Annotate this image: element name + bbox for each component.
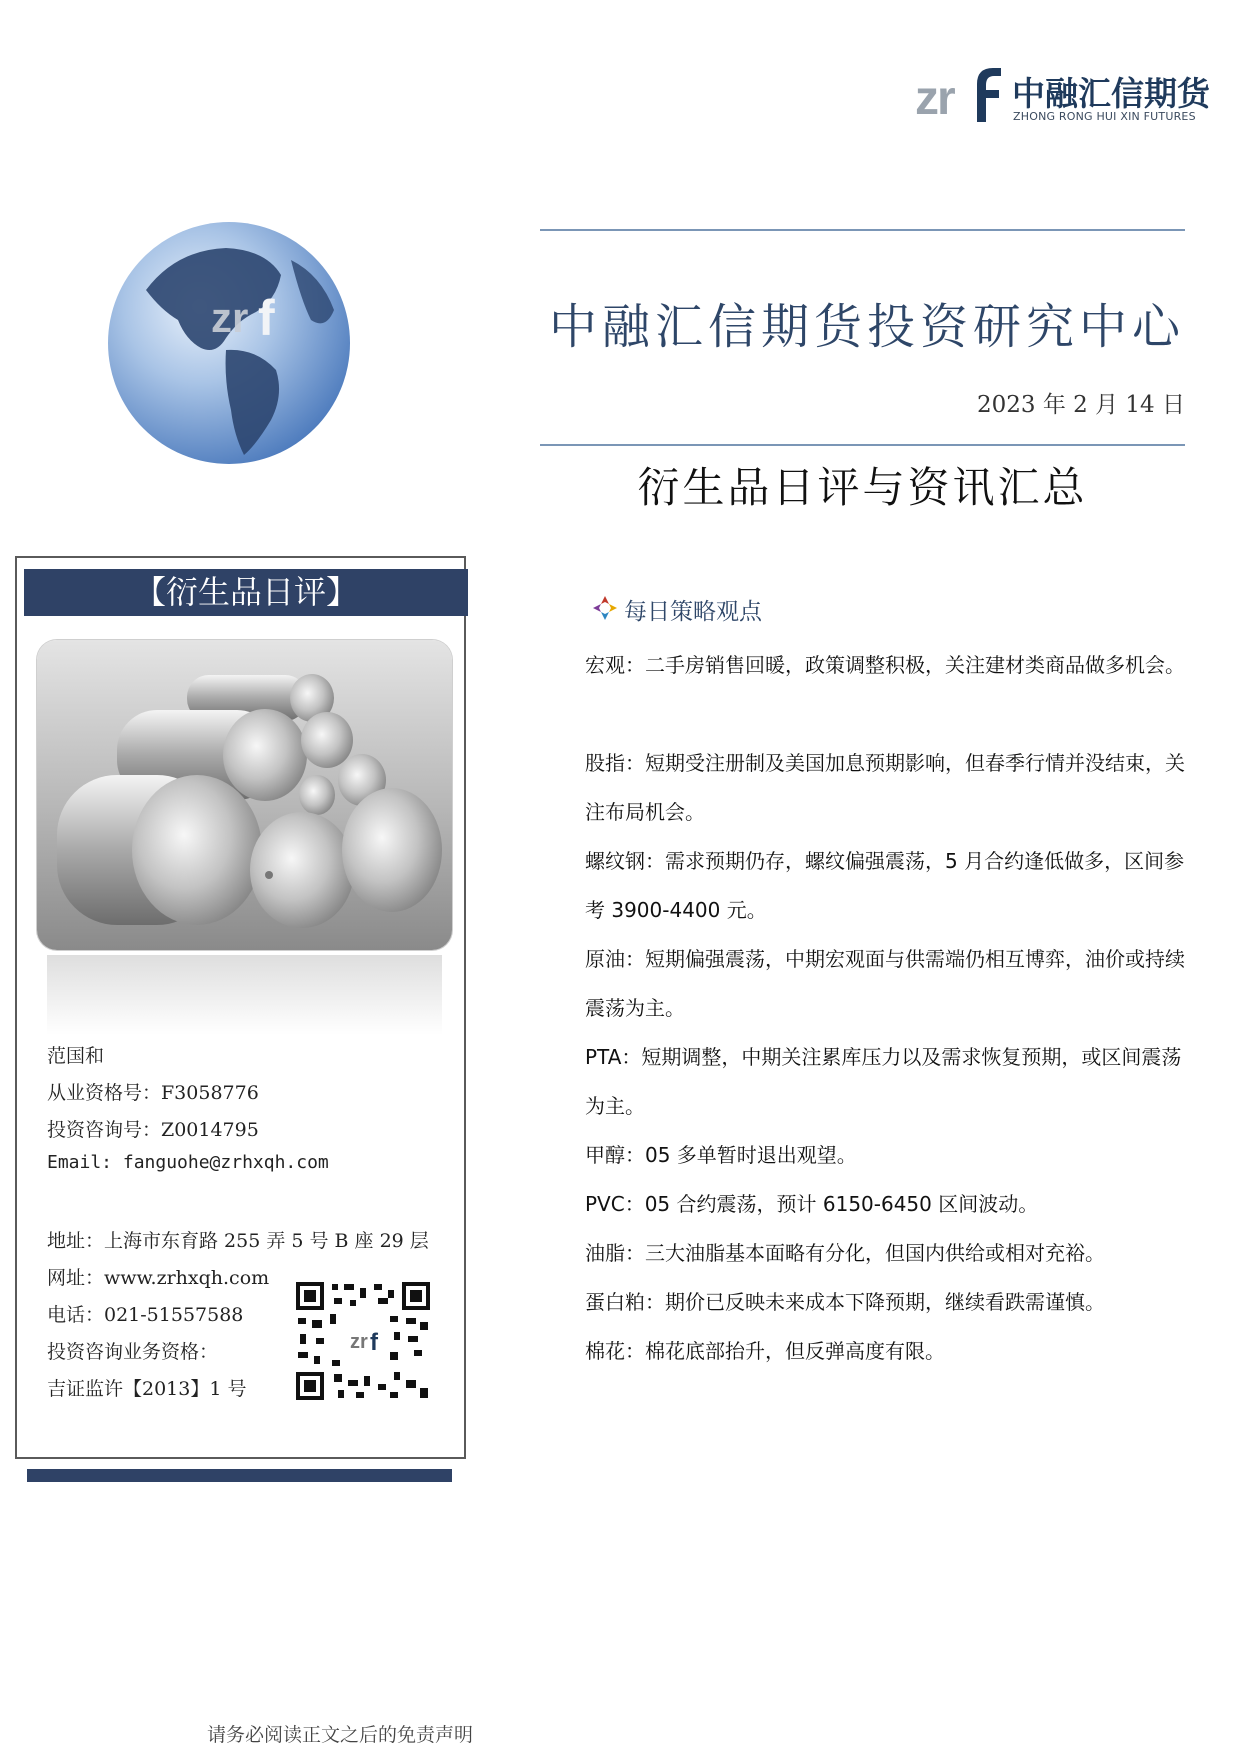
- analyst-email[interactable]: Email: fanguohe@zrhxqh.com: [47, 1152, 329, 1173]
- report-title: 衍生品日评与资讯汇总: [637, 463, 1088, 512]
- company-address: 地址：上海市东育路 255 弄 5 号 B 座 29 层: [47, 1230, 429, 1252]
- strategy-item-meal: 蛋白粕：期价已反映未来成本下降预期，继续看跌需谨慎。: [585, 1290, 1105, 1314]
- company-phone: 电话：021-51557588: [47, 1304, 244, 1326]
- strategy-bullet-icon: [592, 595, 618, 621]
- header-rule-top: [540, 229, 1185, 231]
- strategy-heading: 每日策略观点: [624, 599, 762, 625]
- zrf-logo-mark: [915, 62, 1005, 124]
- svg-text:zr: zr: [211, 294, 249, 341]
- company-website[interactable]: 网址：www.zrhxqh.com: [47, 1267, 270, 1289]
- report-date: 2023 年 2 月 14 日: [977, 392, 1185, 418]
- strategy-item-stock-index: 股指：短期受注册制及美国加息预期影响，但春季行情并没结束，关注布局机会。: [585, 751, 1185, 824]
- header-rule-bottom: [540, 444, 1185, 446]
- strategy-item-rebar: 螺纹钢：需求预期仍存，螺纹偏强震荡，5 月合约逢低做多，区间参考 3900-4400 元。: [585, 849, 1185, 922]
- svg-text:f: f: [370, 1329, 378, 1356]
- analyst-name: 范国和: [47, 1045, 105, 1067]
- svg-text:f: f: [258, 290, 275, 346]
- research-center-title: 中融汇信期货投资研究中心: [548, 299, 1185, 355]
- strategy-item-crude-oil: 原油：短期偏强震荡，中期宏观面与供需端仍相互博弈，油价或持续震荡为主。: [585, 947, 1185, 1020]
- logo-name-en: ZHONG RONG HUI XIN FUTURES: [1013, 110, 1196, 123]
- analyst-consulting-number: 投资咨询号：Z0014795: [47, 1119, 259, 1141]
- photo-reflection: [47, 955, 442, 1035]
- svg-text:zr: zr: [350, 1331, 368, 1353]
- strategy-item-pvc: PVC：05 合约震荡，预计 6150-6450 区间波动。: [585, 1192, 1039, 1216]
- license-label: 投资咨询业务资格：: [47, 1341, 219, 1363]
- steel-bars-photo: [37, 640, 452, 950]
- analyst-qualification: 从业资格号：F3058776: [47, 1082, 259, 1104]
- strategy-item-cotton: 棉花：棉花底部抬升，但反弹高度有限。: [585, 1339, 945, 1363]
- globe-image: [106, 220, 352, 466]
- strategy-item-macro: 宏观：二手房销售回暖，政策调整积极，关注建材类商品做多机会。: [585, 653, 1185, 677]
- panel-header: 【衍生品日评】: [24, 569, 468, 616]
- logo-name-cn: 中融汇信期货: [1012, 74, 1210, 113]
- strategy-item-methanol: 甲醇：05 多单暂时退出观望。: [585, 1143, 857, 1167]
- company-logo: [915, 62, 1210, 124]
- panel-bottom-bar: [27, 1469, 452, 1482]
- svg-text:zr: zr: [915, 72, 954, 124]
- disclaimer-note: 请务必阅读正文之后的免责声明: [206, 1724, 473, 1746]
- strategy-item-oils: 油脂：三大油脂基本面略有分化，但国内供给或相对充裕。: [585, 1241, 1105, 1265]
- license-number: 吉证监许【2013】1 号: [47, 1378, 247, 1400]
- strategy-item-pta: PTA：短期调整，中期关注累库压力以及需求恢复预期，或区间震荡为主。: [585, 1045, 1182, 1118]
- qr-code-icon: [294, 1280, 432, 1402]
